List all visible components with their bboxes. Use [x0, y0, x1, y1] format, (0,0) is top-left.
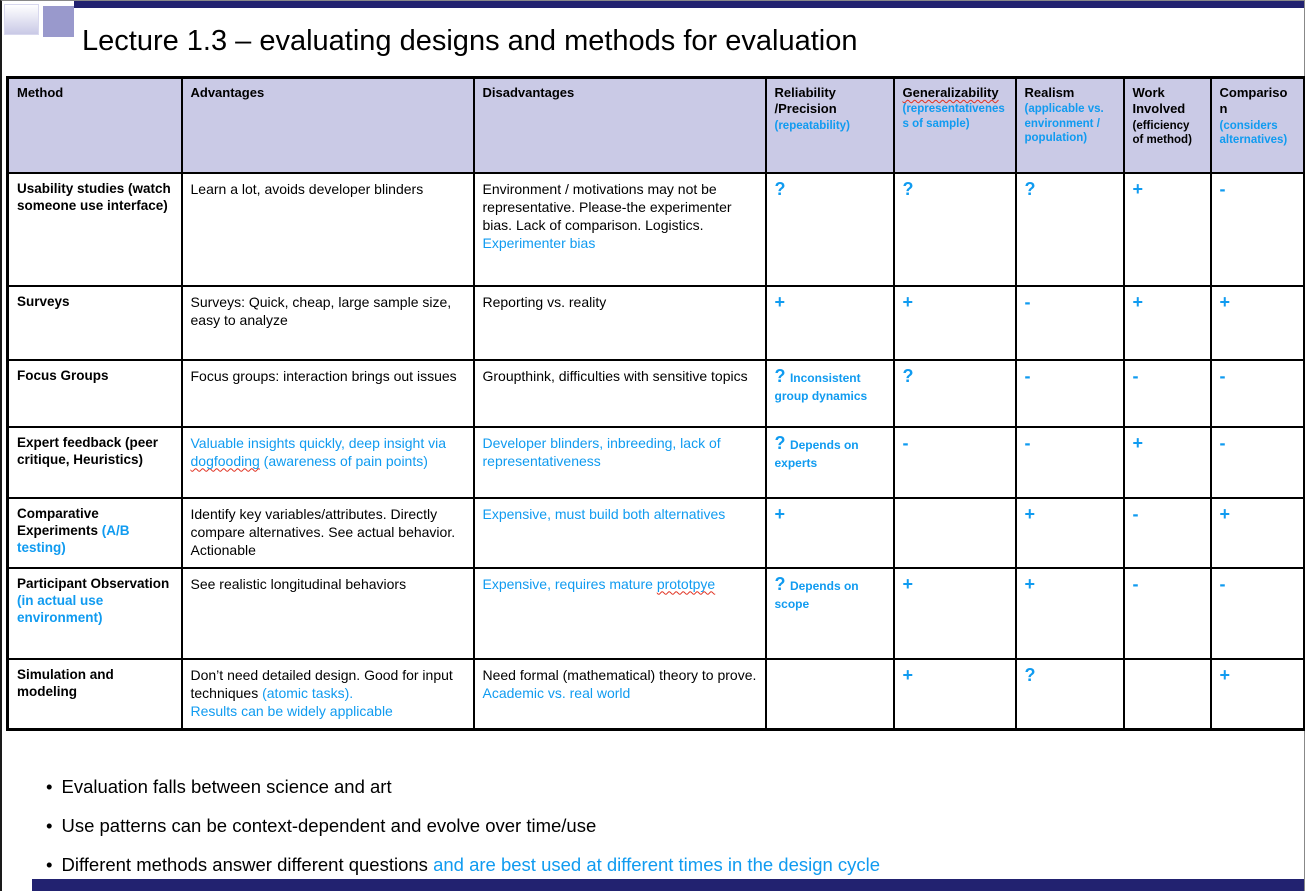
column-label: Generalizability: [902, 85, 999, 100]
text-segment: Expensive, requires mature: [482, 575, 657, 592]
text-segment: Expert feedback (peer critique, Heuristics): [17, 434, 159, 467]
text-segment: Use patterns can be context-dependent and evolve over time/use: [61, 815, 597, 837]
rating-symbol: ?: [902, 365, 914, 386]
disadvantages-cell: [474, 568, 766, 659]
bullet-item: [46, 775, 880, 799]
method-cell: [8, 173, 182, 286]
column-header-advantages: [182, 78, 474, 173]
method-cell: [8, 568, 182, 659]
text-segment: Don’t need detailed design. Good for input techniques: [190, 666, 453, 701]
rating-symbol: -: [1219, 432, 1226, 453]
column-label: Reliability /Precision: [774, 85, 837, 117]
rating-cell: [894, 286, 1016, 360]
bullet-marker: •: [46, 776, 53, 797]
text-segment: Evaluation falls between science and art: [61, 776, 392, 797]
column-label: Work Involved: [1132, 85, 1186, 117]
column-label: Method: [17, 85, 64, 100]
advantages-cell: [182, 286, 474, 360]
text-segment: Reporting vs. reality: [482, 293, 607, 310]
text-segment: Simulation and modeling: [17, 666, 114, 699]
rating-cell: [766, 498, 894, 568]
column-sublabel: (applicable vs. environment / population): [1024, 103, 1104, 144]
table-row: [8, 568, 1305, 659]
rating-symbol: ?: [774, 178, 786, 199]
rating-symbol: -: [1132, 503, 1139, 524]
table-row: [8, 360, 1305, 427]
rating-cell: [1016, 498, 1124, 568]
rating-symbol: +: [774, 291, 786, 312]
text-segment: (in actual use environment): [17, 592, 104, 626]
column-header-method: [8, 78, 182, 173]
rating-cell: [1016, 568, 1124, 659]
rating-symbol: +: [902, 664, 914, 685]
table-header: [8, 78, 1305, 173]
column-label: Comparison: [1219, 85, 1288, 117]
rating-cell: [1211, 498, 1305, 568]
text-segment: Comparative Experiments: [17, 505, 102, 538]
rating-cell: [1016, 659, 1124, 730]
table-row: [8, 286, 1305, 360]
rating-symbol: -: [1132, 365, 1139, 386]
rating-cell: [766, 360, 894, 427]
rating-cell: [1124, 173, 1211, 286]
rating-cell: [766, 286, 894, 360]
rating-symbol: +: [774, 503, 786, 524]
advantages-cell: [182, 173, 474, 286]
table-row: [8, 498, 1305, 568]
rating-cell: [1211, 360, 1305, 427]
column-label: Realism: [1024, 85, 1075, 100]
method-cell: [8, 427, 182, 498]
text-segment: Focus groups: interaction brings out issues: [190, 367, 457, 384]
rating-cell: [1016, 427, 1124, 498]
disadvantages-cell: [474, 286, 766, 360]
top-navy-bar-decoration: [74, 1, 1304, 8]
text-segment: Identify key variables/attributes. Directly compare alternatives. See actual behavior. Actionable: [190, 505, 456, 558]
rating-symbol: +: [902, 291, 914, 312]
rating-symbol: -: [1219, 365, 1226, 386]
rating-cell: [894, 427, 1016, 498]
advantages-cell: [182, 659, 474, 730]
rating-symbol: ?: [1024, 664, 1036, 685]
text-segment: Results can be widely applicable: [190, 702, 393, 719]
gradient-square-decoration: [4, 4, 39, 35]
rating-symbol: +: [1132, 178, 1144, 199]
rating-cell: [766, 173, 894, 286]
column-header-reliability-precision: [766, 78, 894, 173]
rating-cell: [1124, 427, 1211, 498]
rating-symbol: +: [1219, 291, 1231, 312]
rating-symbol: ?: [774, 432, 786, 453]
rating-cell: [1016, 360, 1124, 427]
column-header-disadvantages: [474, 78, 766, 173]
rating-cell: [1211, 286, 1305, 360]
rating-cell: [1211, 568, 1305, 659]
text-segment: Groupthink, difficulties with sensitive topics: [482, 367, 748, 384]
rating-cell: [766, 568, 894, 659]
rating-symbol: ?: [1024, 178, 1036, 199]
column-sublabel: (repeatability): [774, 119, 850, 132]
rating-symbol: -: [1024, 291, 1031, 312]
rating-symbol: ?: [774, 573, 786, 594]
rating-symbol: +: [902, 573, 914, 594]
rating-symbol: +: [1132, 291, 1144, 312]
method-cell: [8, 659, 182, 730]
header-row: [8, 78, 1305, 173]
evaluation-methods-table: [6, 76, 1305, 731]
text-segment: Usability studies (watch someone use interface): [17, 180, 171, 213]
rating-symbol: -: [902, 432, 909, 453]
text-segment: See realistic longitudinal behaviors: [190, 575, 407, 592]
disadvantages-cell: [474, 427, 766, 498]
text-segment: (atomic tasks).: [262, 684, 354, 701]
text-segment: Academic vs. real world: [482, 684, 631, 701]
disadvantages-cell: [474, 360, 766, 427]
text-segment: prototpye: [656, 575, 716, 592]
text-segment: Experimenter bias: [482, 235, 596, 252]
rating-symbol: ?: [902, 178, 914, 199]
bullet-item: [46, 814, 880, 838]
text-segment: Developer blinders, inbreeding, lack of representativeness: [482, 434, 721, 469]
summary-bullets: [46, 775, 880, 892]
text-segment: Environment / motivations may not be representative. Please-the experimenter bias. Lack of comparison. Logistics.: [482, 180, 732, 233]
text-segment: Expensive, must build both alternatives: [482, 505, 726, 522]
purple-square-decoration: [43, 6, 74, 37]
rating-cell: [894, 360, 1016, 427]
disadvantages-cell: [474, 173, 766, 286]
bullet-marker: •: [46, 854, 53, 876]
rating-symbol: +: [1024, 573, 1036, 594]
advantages-cell: [182, 427, 474, 498]
rating-cell: [1211, 427, 1305, 498]
rating-note: Depends on experts: [774, 437, 859, 470]
rating-symbol: -: [1132, 573, 1139, 594]
disadvantages-cell: [474, 659, 766, 730]
text-segment: Valuable insights quickly, deep insight via: [190, 434, 447, 451]
rating-cell: [1124, 498, 1211, 568]
column-sublabel: (representativeness of sample): [902, 103, 1005, 130]
bottom-navy-bar-decoration: [32, 879, 1304, 891]
rating-cell: [894, 568, 1016, 659]
rating-cell: [1016, 286, 1124, 360]
text-segment: Surveys: Quick, cheap, large sample size, easy to analyze: [190, 293, 452, 328]
column-header-comparison: [1211, 78, 1305, 173]
text-segment: (A/B testing): [17, 522, 130, 556]
slide-title: Lecture 1.3 – evaluating designs and methods for evaluation: [82, 25, 858, 57]
rating-symbol: -: [1219, 573, 1226, 594]
rating-symbol: ?: [774, 365, 786, 386]
column-label: Advantages: [190, 85, 265, 100]
rating-note: Depends on scope: [774, 578, 859, 611]
rating-symbol: -: [1024, 432, 1031, 453]
rating-cell: [1124, 568, 1211, 659]
text-segment: dogfooding: [190, 452, 260, 469]
table-row: [8, 427, 1305, 498]
rating-cell: [894, 498, 1016, 568]
advantages-cell: [182, 568, 474, 659]
table-body: [8, 173, 1305, 730]
text-segment: Different methods answer different questions: [61, 854, 434, 876]
rating-cell: [894, 173, 1016, 286]
rating-symbol: -: [1024, 365, 1031, 386]
rating-cell: [1211, 659, 1305, 730]
table-row: [8, 173, 1305, 286]
column-sublabel: (considers alternatives): [1219, 119, 1288, 146]
rating-cell: [766, 659, 894, 730]
bullet-marker: •: [46, 815, 53, 837]
column-sublabel: (efficiency of method): [1132, 119, 1192, 146]
advantages-cell: [182, 498, 474, 568]
text-segment: Focus Groups: [17, 367, 109, 383]
rating-symbol: +: [1219, 503, 1231, 524]
column-header-realism: [1016, 78, 1124, 173]
text-segment: Participant Observation: [17, 575, 170, 591]
text-segment: (awareness of pain points): [259, 452, 428, 469]
rating-cell: [766, 427, 894, 498]
column-header-generalizability: [894, 78, 1016, 173]
table-row: [8, 659, 1305, 730]
rating-cell: [1124, 360, 1211, 427]
column-label: Disadvantages: [482, 85, 575, 100]
method-cell: [8, 498, 182, 568]
rating-symbol: +: [1024, 503, 1036, 524]
text-segment: Surveys: [17, 293, 70, 309]
rating-symbol: +: [1132, 432, 1144, 453]
method-cell: [8, 286, 182, 360]
rating-cell: [1124, 286, 1211, 360]
rating-cell: [894, 659, 1016, 730]
rating-cell: [1211, 173, 1305, 286]
method-cell: [8, 360, 182, 427]
text-segment: and are best used at different times in the design cycle: [433, 854, 881, 876]
rating-cell: [1124, 659, 1211, 730]
rating-symbol: -: [1219, 178, 1226, 199]
rating-symbol: +: [1219, 664, 1231, 685]
disadvantages-cell: [474, 498, 766, 568]
column-header-work-involved: [1124, 78, 1211, 173]
rating-cell: [1016, 173, 1124, 286]
text-segment: Need formal (mathematical) theory to prove.: [482, 666, 757, 683]
advantages-cell: [182, 360, 474, 427]
text-segment: Learn a lot, avoids developer blinders: [190, 180, 424, 197]
rating-note: Inconsistent group dynamics: [774, 370, 868, 403]
bullet-item: [46, 853, 880, 877]
